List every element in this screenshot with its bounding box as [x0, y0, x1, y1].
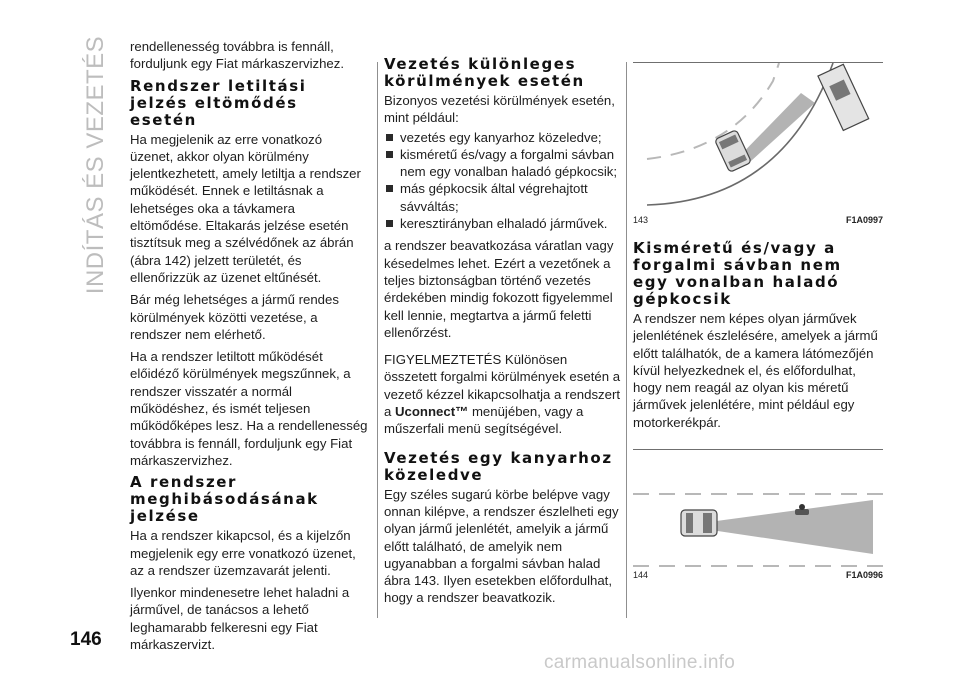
list-item: kisméretű és/vagy a forgalmi sávban nem egy vonalban haladó gépkocsik;	[384, 146, 622, 181]
conditions-list	[384, 129, 622, 233]
straight-road-drawing	[633, 450, 883, 568]
paragraph: Ha a rendszer kikapcsol, és a kijelzőn megjelenik egy erre vonatkozó üzenet, az a rendszer üzemzavarát jelenti.	[130, 528, 356, 578]
column-left	[130, 38, 368, 658]
curve-road-drawing	[633, 63, 883, 213]
curve-scenario-illustration	[633, 63, 883, 213]
paragraph: Bár még lehetséges a jármű rendes körülmények közötti vezetése, a rendszer nem elérhető.	[130, 292, 339, 342]
watermark: carmanualsonline.info	[544, 652, 736, 673]
paragraph: Ha a rendszer letiltott működését előidéző körülmények megszűnnek, a rendszer visszatér a normál működéshez, és ismét teljesen működőképes lesz. Ha a rendellenesség továbbra is fennáll, forduljunk egy Fiat márkaszervizhez.	[130, 349, 368, 468]
column-divider-2	[626, 62, 627, 618]
section-side-tab-label: INDÍTÁS ÉS VEZETÉS	[82, 35, 109, 295]
figure-caption	[633, 568, 883, 581]
heading-special-conditions: Vezetés különleges körülmények esetén	[384, 55, 585, 90]
figure-number: 143	[633, 215, 649, 225]
section-side-tab	[82, 35, 110, 295]
heading-disable-signal: Rendszer letiltási jelzés eltömődés esetén	[130, 76, 307, 129]
bullet-square-icon	[386, 185, 393, 192]
paragraph: a rendszer beavatkozása váratlan vagy késedelmes lehet. Ezért a vezetőnek a teljes biztonságban történő vezetés érdekében mindig fokozott figyelemmel kell lennie, megtartva a jármű feletti ellenőrzést.	[384, 238, 614, 340]
column-right	[633, 62, 883, 581]
bullet-square-icon	[386, 220, 393, 227]
paragraph: Ha megjelenik az erre vonatkozó üzenet, akkor olyan körülmény jelentkezhetett, amely letiltja a rendszer működését. Ennek e letiltásnak a lehetséges oka a távkamera eltömődése. Eltakarás jelzése esetén tisztítsuk meg a szélvédőnek az ábrán (ábra 142) jelzett területét, és ellenőrizzük az üzenet eltűnését.	[130, 131, 361, 285]
figure-144	[633, 449, 883, 581]
motorcycle-scenario-illustration	[633, 450, 883, 568]
figure-caption	[633, 213, 883, 226]
paragraph-warning: FIGYELMEZTETÉS Különösen összetett forgalmi körülmények esetén a vezető kézzel kikapcsolhatja a rendszert a Uconnect™ menüjében, vagy a műszerfali menü segítségével.	[384, 352, 621, 437]
heading-fault-signal: A rendszer meghibásodásának jelzése	[130, 473, 319, 526]
page-number: 146	[70, 629, 102, 650]
paragraph-intro: rendellenesség továbbra is fennáll, forduljunk egy Fiat márkaszervizhez.	[130, 39, 345, 72]
heading-approaching-curve: Vezetés egy kanyarhoz közeledve	[384, 448, 613, 484]
list-item: vezetés egy kanyarhoz közeledve;	[384, 129, 622, 146]
paragraph: Egy széles sugarú körbe belépve vagy onnan kilépve, a rendszer észlelheti egy olyan jármű jelenlétét, amelyik a jármű előtt található, de amelyik nem ugyanabban a forgalmi sávban halad ábra 143. Ilyen esetekben előfordulhat, hogy a rendszer beavatkozik.	[384, 486, 619, 606]
list-item: más gépkocsik által végrehajtott sávváltás;	[384, 180, 622, 215]
paragraph: Ilyenkor mindenesetre lehet haladni a járművel, de tanácsos a lehető leghamarabb felkeresni egy Fiat márkaszervizt.	[130, 585, 350, 653]
bullet-square-icon	[386, 151, 393, 158]
paragraph-intro: Bizonyos vezetési körülmények esetén, mint például:	[384, 93, 615, 126]
uconnect-brand-label: Uconnect™	[395, 404, 469, 420]
figure-number: 144	[633, 570, 649, 581]
column-divider-1	[377, 62, 378, 618]
figure-code: F1A0996	[845, 570, 883, 581]
heading-small-vehicles: Kisméretű és/vagy a forgalmi sávban nem egy vonalban haladó gépkocsik	[633, 239, 842, 308]
figure-143	[633, 62, 883, 226]
figure-code: F1A0997	[845, 215, 883, 225]
bullet-square-icon	[386, 134, 393, 141]
paragraph: A rendszer nem képes olyan járművek jelenlétének észlelésére, amelyek a jármű előtt találhatók, de a kamera látómezőjén kívül helyezkednek el, és előfordulhat, hogy nem reagál az olyan kis méretű járművek jelenlétére, mint például egy motorkerékpár.	[633, 311, 878, 430]
column-middle	[384, 54, 622, 612]
list-item: keresztirányban elhaladó járművek.	[384, 215, 622, 232]
